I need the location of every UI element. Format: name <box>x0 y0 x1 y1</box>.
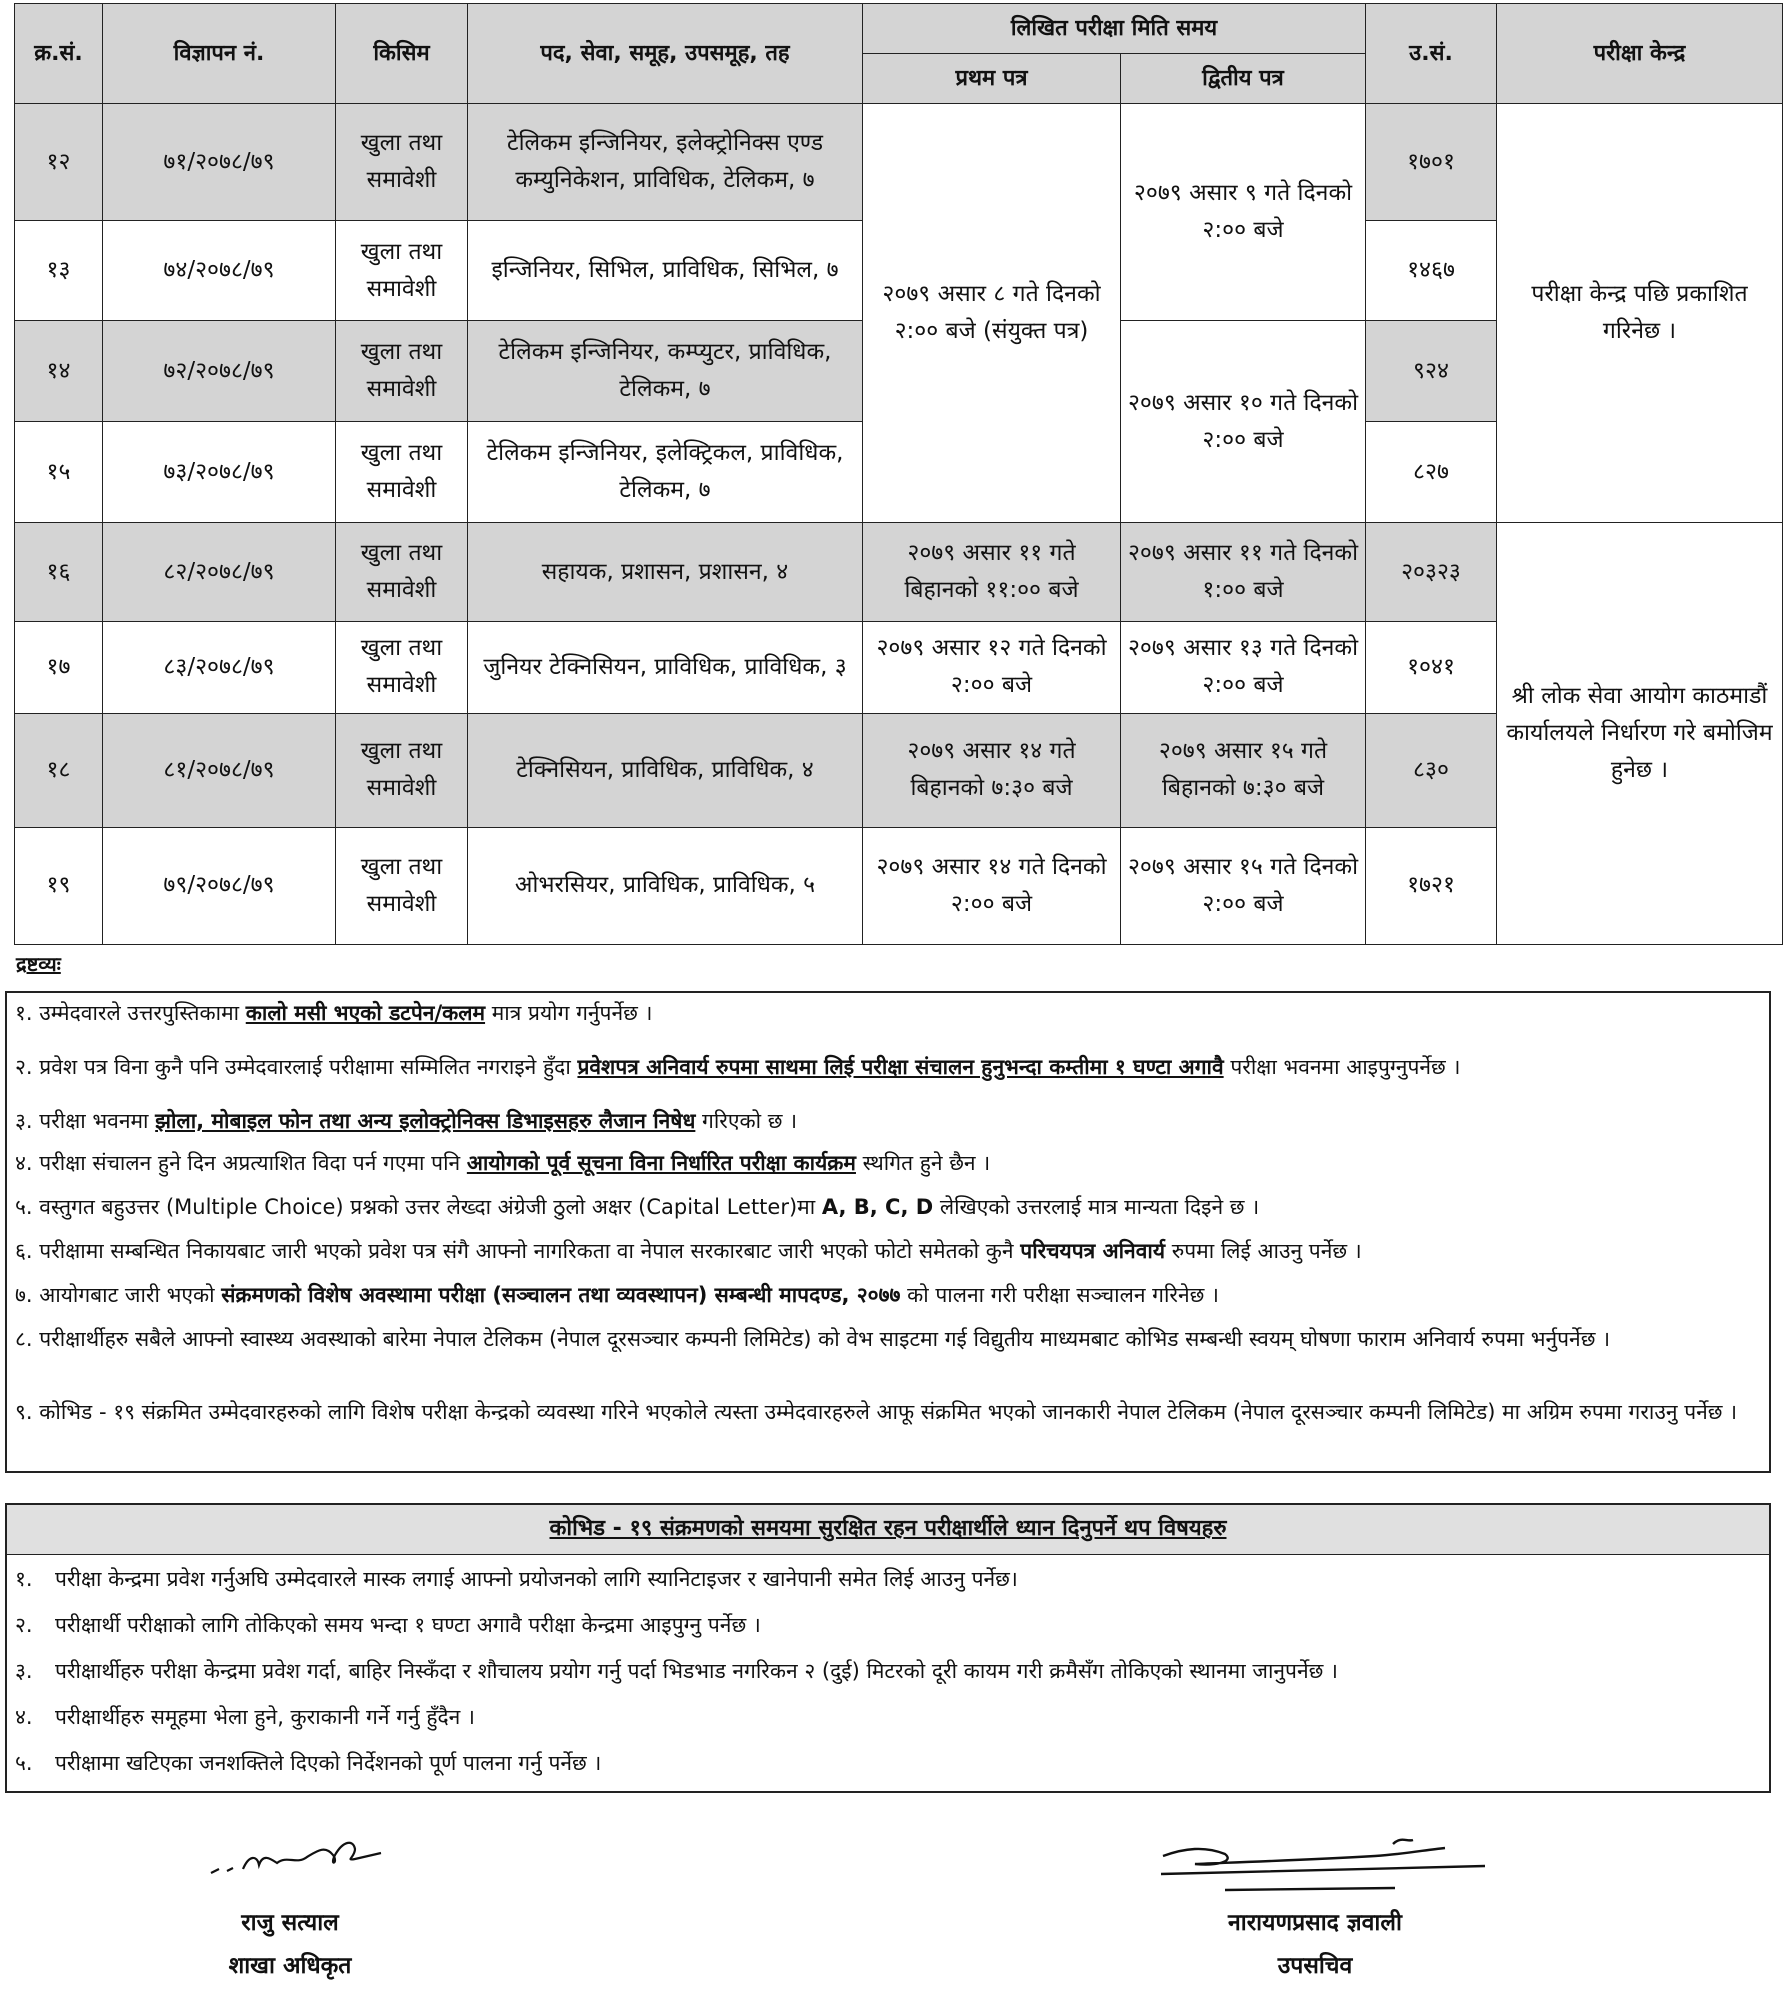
note-text: परीक्षा भवनमा आइपुग्नुपर्नेछ । <box>1223 1055 1461 1079</box>
cell-first-paper: २०७९ असार १४ गते दिनको २:०० बजे <box>863 827 1121 944</box>
notes-box <box>5 991 1771 1473</box>
cell-post: इन्जिनियर, सिभिल, प्राविधिक, सिभिल, ७ <box>468 221 863 321</box>
covid-item-number: ३. <box>15 1659 33 1683</box>
covid-item-text: परीक्षार्थी परीक्षाको लागि तोकिएको समय भन्दा १ घण्टा अगावै परीक्षा केन्द्रमा आइपुग्नु पर्नेछ । <box>55 1613 761 1637</box>
covid-item <box>15 1563 1755 1595</box>
covid-item-text: परीक्षामा खटिएका जनशक्तिले दिएको निर्देशनको पूर्ण पालना गर्नु पर्नेछ । <box>55 1751 602 1775</box>
covid-item-number: ४. <box>15 1705 33 1729</box>
cell-type: खुला तथा समावेशी <box>336 523 468 621</box>
cell-sn: १४ <box>15 321 103 422</box>
cell-second-paper-12-13: २०७९ असार ९ गते दिनको २:०० बजे <box>1121 104 1366 321</box>
cell-second-paper: २०७९ असार १५ गते बिहानको ७:३० बजे <box>1121 713 1366 827</box>
signature-right-icon <box>1155 1822 1495 1897</box>
cell-center-16-19: श्री लोक सेवा आयोग काठमाडौं कार्यालयले निर्धारण गरे बमोजिम हुनेछ । <box>1497 523 1783 945</box>
cell-sn: १७ <box>15 621 103 713</box>
table-row <box>15 104 1783 221</box>
cell-adv-no: ७३/२०७८/७९ <box>103 422 336 523</box>
note-text: रुपमा लिई आउनु पर्नेछ । <box>1165 1239 1362 1263</box>
note-text: ७. आयोगबाट जारी भएको <box>15 1283 222 1307</box>
header-adv-no: विज्ञापन नं. <box>103 4 336 104</box>
note-text: ६. परीक्षामा सम्बन्धित निकायबाट जारी भएको प्रवेश पत्र संगै आफ्नो नागरिकता वा नेपाल सरकारबाट जारी भएको फोटो समेतको कुनै <box>15 1239 1021 1263</box>
cell-type: खुला तथा समावेशी <box>336 221 468 321</box>
cell-candidates: १७२१ <box>1366 827 1497 944</box>
covid-item <box>15 1609 1755 1641</box>
cell-post: ओभरसियर, प्राविधिक, प्राविधिक, ५ <box>468 827 863 944</box>
note-item <box>15 1235 1755 1267</box>
covid-item-number: ५. <box>15 1751 33 1775</box>
cell-post: सहायक, प्रशासन, प्रशासन, ४ <box>468 523 863 621</box>
cell-candidates: ८२७ <box>1366 422 1497 523</box>
cell-adv-no: ७२/२०७८/७९ <box>103 321 336 422</box>
header-first-paper: प्रथम पत्र <box>863 54 1121 104</box>
note-item: ८. परीक्षार्थीहरु सबैले आफ्नो स्वास्थ्य अवस्थाको बारेमा नेपाल टेलिकम (नेपाल दूरसञ्चार कम्पनी लिमिटेड) को वेभ साइटमा गई विद्युतीय माध्यमबाट कोभिड सम्बन्धी स्वयम् घोषणा फाराम अनिवार्य रुपमा भर्नुपर्नेछ । <box>15 1327 1611 1351</box>
cell-candidates: १७०१ <box>1366 104 1497 221</box>
note-item <box>15 1105 1755 1137</box>
cell-candidates: ८३० <box>1366 713 1497 827</box>
header-second-paper: द्वितीय पत्र <box>1121 54 1366 104</box>
covid-item-text: परीक्षार्थीहरु परीक्षा केन्द्रमा प्रवेश गर्दा, बाहिर निस्कँदा र शौचालय प्रयोग गर्नु पर्दा भिडभाड नगरिकन २ (दुई) मिटरको दूरी कायम गरी क्रमैसँग तोकिएको स्थानमा जानुपर्नेछ । <box>55 1659 1338 1683</box>
cell-post: टेलिकम इन्जिनियर, इलेक्ट्रिकल, प्राविधिक, टेलिकम, ७ <box>468 422 863 523</box>
note-emphasis: प्रवेशपत्र अनिवार्य रुपमा साथमा लिई परीक्षा संचालन हुनुभन्दा कम्तीमा १ घण्टा अगावै <box>577 1055 1224 1079</box>
cell-sn: १६ <box>15 523 103 621</box>
exam-schedule-table <box>14 3 1783 945</box>
note-item <box>15 1191 1755 1223</box>
note-item <box>15 1279 1755 1311</box>
signature-left-icon <box>205 1825 390 1885</box>
cell-adv-no: ७१/२०७८/७९ <box>103 104 336 221</box>
cell-candidates: १०४१ <box>1366 621 1497 713</box>
covid-guidelines-box <box>5 1503 1771 1793</box>
covid-item-number: २. <box>15 1613 33 1637</box>
note-text: गरिएको छ । <box>695 1109 798 1133</box>
note-emphasis: संक्रमणको विशेष अवस्थामा परीक्षा (सञ्चालन तथा व्यवस्थापन) सम्बन्धी मापदण्ड, २०७७ <box>221 1283 901 1307</box>
note-text: १. उम्मेदवारले उत्तरपुस्तिकामा <box>15 1001 246 1025</box>
cell-sn: १२ <box>15 104 103 221</box>
note-text: ४. परीक्षा संचालन हुने दिन अप्रत्याशित विदा पर्न गएमा पनि <box>15 1151 467 1175</box>
note-emphasis: परिचयपत्र अनिवार्य <box>1020 1239 1166 1263</box>
header-candidates: उ.सं. <box>1366 4 1497 104</box>
cell-first-paper: २०७९ असार १४ गते बिहानको ७:३० बजे <box>863 713 1121 827</box>
covid-item <box>15 1747 1755 1779</box>
covid-item-text: परीक्षार्थीहरु समूहमा भेला हुने, कुराकानी गर्ने गर्नु हुँदैन । <box>55 1705 475 1729</box>
note-text: ३. परीक्षा भवनमा <box>15 1109 156 1133</box>
signature-right-title: उपसचिव <box>1277 1953 1353 1979</box>
note-item <box>15 997 1755 1029</box>
note-text: स्थगित हुने छैन । <box>855 1151 991 1175</box>
cell-candidates: २०३२३ <box>1366 523 1497 621</box>
cell-adv-no: ८३/२०७८/७९ <box>103 621 336 713</box>
header-post: पद, सेवा, समूह, उपसमूह, तह <box>468 4 863 104</box>
covid-guidelines-title: कोभिड - १९ संक्रमणको समयमा सुरक्षित रहन परीक्षार्थीले ध्यान दिनुपर्ने थप विषयहरु <box>7 1505 1769 1555</box>
header-type: किसिम <box>336 4 468 104</box>
cell-second-paper: २०७९ असार १५ गते दिनको २:०० बजे <box>1121 827 1366 944</box>
signature-left-name: राजु सत्याल <box>241 1910 339 1936</box>
notes-heading: द्रष्टव्यः <box>16 952 61 976</box>
note-item <box>15 1051 1755 1083</box>
cell-adv-no: ८२/२०७८/७९ <box>103 523 336 621</box>
note-text: लेखिएको उत्तरलाई मात्र मान्यता दिइने छ । <box>933 1195 1260 1219</box>
cell-second-paper: २०७९ असार ११ गते दिनको १:०० बजे <box>1121 523 1366 621</box>
covid-item-text: परीक्षा केन्द्रमा प्रवेश गर्नुअघि उम्मेदवारले मास्क लगाई आफ्नो प्रयोजनको लागि स्यानिटाइजर र खानेपानी समेत लिई आउनु पर्नेछ। <box>55 1567 1018 1591</box>
cell-first-paper: २०७९ असार ११ गते बिहानको ११:०० बजे <box>863 523 1121 621</box>
cell-adv-no: ८१/२०७८/७९ <box>103 713 336 827</box>
header-center: परीक्षा केन्द्र <box>1497 4 1783 104</box>
cell-adv-no: ७४/२०७८/७९ <box>103 221 336 321</box>
note-text: २. प्रवेश पत्र विना कुनै पनि उम्मेदवारलाई परीक्षामा सम्मिलित नगराइने हुँदा <box>15 1055 578 1079</box>
cell-first-paper-12-15: २०७९ असार ८ गते दिनको २:०० बजे (संयुक्त पत्र) <box>863 104 1121 523</box>
cell-post: टेलिकम इन्जिनियर, कम्प्युटर, प्राविधिक, टेलिकम, ७ <box>468 321 863 422</box>
table-row <box>15 523 1783 621</box>
note-text: को पालना गरी परीक्षा सञ्चालन गरिनेछ । <box>900 1283 1220 1307</box>
cell-type: खुला तथा समावेशी <box>336 321 468 422</box>
note-item <box>15 1147 1755 1179</box>
cell-type: खुला तथा समावेशी <box>336 422 468 523</box>
cell-center-12-15: परीक्षा केन्द्र पछि प्रकाशित गरिनेछ । <box>1497 104 1783 523</box>
cell-sn: १५ <box>15 422 103 523</box>
header-exam-datetime: लिखित परीक्षा मिति समय <box>863 4 1366 54</box>
note-emphasis: झोला, मोबाइल फोन तथा अन्य इलोक्ट्रोनिक्स डिभाइसहरु लैजान निषेध <box>155 1109 696 1133</box>
note-item: ९. कोभिड - १९ संक्रमित उम्मेदवारहरुको लागि विशेष परीक्षा केन्द्रको व्यवस्था गरिने भएकोले त्यस्ता उम्मेदवारहरुले आफू संक्रमित भएको जानकारी नेपाल टेलिकम (नेपाल दूरसञ्चार कम्पनी लिमिटेड) मा अग्रिम रुपमा गराउनु पर्नेछ । <box>15 1400 1738 1424</box>
signature-right-name: नारायणप्रसाद ज्ञवाली <box>1228 1910 1402 1936</box>
note-emphasis: कालो मसी भएको डटपेन/कलम <box>245 1001 486 1025</box>
cell-post: टेक्निसियन, प्राविधिक, प्राविधिक, ४ <box>468 713 863 827</box>
covid-item <box>15 1701 1755 1733</box>
cell-sn: १८ <box>15 713 103 827</box>
cell-type: खुला तथा समावेशी <box>336 713 468 827</box>
cell-sn: १३ <box>15 221 103 321</box>
covid-item <box>15 1655 1755 1687</box>
cell-type: खुला तथा समावेशी <box>336 104 468 221</box>
header-sn: क्र.सं. <box>15 4 103 104</box>
cell-post: जुनियर टेक्निसियन, प्राविधिक, प्राविधिक, ३ <box>468 621 863 713</box>
cell-adv-no: ७९/२०७८/७९ <box>103 827 336 944</box>
cell-second-paper-14-15: २०७९ असार १० गते दिनको २:०० बजे <box>1121 321 1366 523</box>
note-text: मात्र प्रयोग गर्नुपर्नेछ । <box>485 1001 653 1025</box>
cell-candidates: १४६७ <box>1366 221 1497 321</box>
cell-candidates: ९२४ <box>1366 321 1497 422</box>
note-emphasis: आयोगको पूर्व सूचना विना निर्धारित परीक्षा कार्यक्रम <box>466 1151 856 1175</box>
covid-item-number: १. <box>15 1567 33 1591</box>
cell-post: टेलिकम इन्जिनियर, इलेक्ट्रोनिक्स एण्ड कम्युनिकेशन, प्राविधिक, टेलिकम, ७ <box>468 104 863 221</box>
cell-second-paper: २०७९ असार १३ गते दिनको २:०० बजे <box>1121 621 1366 713</box>
cell-type: खुला तथा समावेशी <box>336 621 468 713</box>
cell-type: खुला तथा समावेशी <box>336 827 468 944</box>
note-emphasis: A, B, C, D <box>821 1195 934 1219</box>
cell-sn: १९ <box>15 827 103 944</box>
cell-first-paper: २०७९ असार १२ गते दिनको २:०० बजे <box>863 621 1121 713</box>
signature-left-title: शाखा अधिकृत <box>228 1953 352 1979</box>
note-text: ५. वस्तुगत बहुउत्तर (Multiple Choice) प्रश्नको उत्तर लेख्दा अंग्रेजी ठुलो अक्षर (Capital Letter)मा <box>15 1195 822 1219</box>
